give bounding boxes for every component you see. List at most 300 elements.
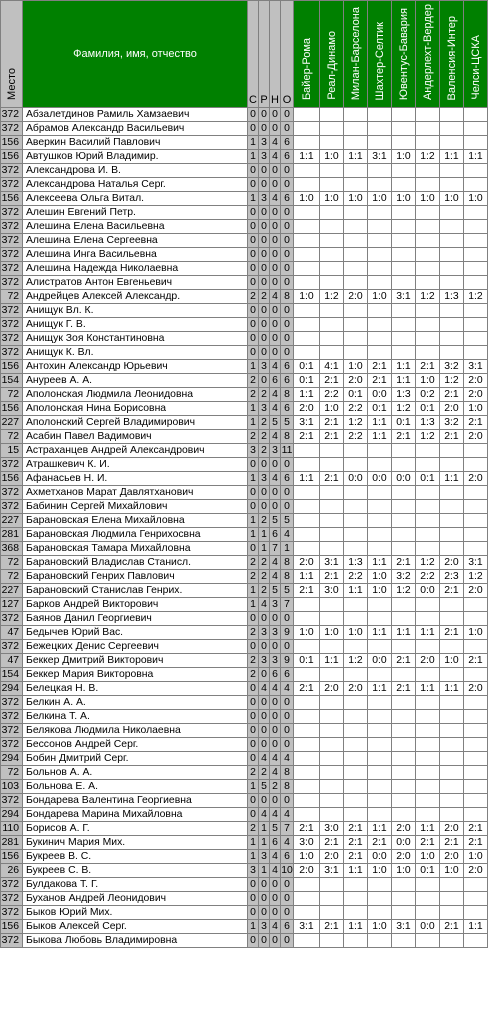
score-cell[interactable]: 1:0 [368, 290, 392, 304]
stat-cell[interactable]: 0 [248, 500, 259, 514]
name-cell[interactable]: Аполонская Нина Борисовна [23, 402, 248, 416]
score-cell[interactable] [464, 892, 488, 906]
place-cell[interactable]: 156 [1, 472, 23, 486]
score-cell[interactable] [440, 766, 464, 780]
score-cell[interactable]: 1:0 [416, 192, 440, 206]
table-row[interactable] [1, 556, 488, 570]
score-cell[interactable] [392, 346, 416, 360]
score-cell[interactable] [464, 934, 488, 948]
table-row[interactable] [1, 486, 488, 500]
table-row[interactable] [1, 332, 488, 346]
place-cell[interactable]: 372 [1, 248, 23, 262]
score-cell[interactable] [392, 514, 416, 528]
table-row[interactable] [1, 934, 488, 948]
stat-cell[interactable]: 6 [281, 920, 294, 934]
stat-cell[interactable]: 0 [259, 206, 270, 220]
stat-cell[interactable]: 1 [248, 416, 259, 430]
score-cell[interactable]: 0:1 [344, 388, 368, 402]
score-cell[interactable] [416, 486, 440, 500]
score-cell[interactable]: 1:1 [416, 626, 440, 640]
table-row[interactable] [1, 122, 488, 136]
score-cell[interactable]: 1:0 [392, 150, 416, 164]
score-cell[interactable]: 2:1 [294, 584, 320, 598]
score-cell[interactable] [416, 444, 440, 458]
stat-cell[interactable]: 5 [281, 416, 294, 430]
score-cell[interactable] [344, 528, 368, 542]
score-cell[interactable]: 2:0 [294, 402, 320, 416]
table-row[interactable] [1, 374, 488, 388]
score-cell[interactable] [392, 542, 416, 556]
table-row[interactable] [1, 444, 488, 458]
score-cell[interactable] [440, 906, 464, 920]
stat-cell[interactable]: 4 [270, 808, 281, 822]
stat-cell[interactable]: 0 [281, 234, 294, 248]
score-cell[interactable] [320, 794, 344, 808]
score-cell[interactable]: 1:0 [320, 402, 344, 416]
stat-cell[interactable]: 9 [281, 626, 294, 640]
score-cell[interactable]: 1:1 [392, 374, 416, 388]
score-cell[interactable] [344, 206, 368, 220]
score-cell[interactable]: 2:0 [294, 556, 320, 570]
stat-cell[interactable]: 6 [281, 136, 294, 150]
name-cell[interactable]: Баянов Данил Георгиевич [23, 612, 248, 626]
stat-cell[interactable]: 4 [270, 752, 281, 766]
score-cell[interactable]: 2:0 [320, 850, 344, 864]
stat-cell[interactable]: 1 [248, 780, 259, 794]
name-cell[interactable]: Белкин А. А. [23, 696, 248, 710]
stat-cell[interactable]: 1 [248, 598, 259, 612]
score-cell[interactable] [344, 696, 368, 710]
stat-cell[interactable]: 0 [248, 220, 259, 234]
stat-cell[interactable]: 9 [281, 654, 294, 668]
stat-cell[interactable]: 8 [281, 780, 294, 794]
name-cell[interactable]: Быкова Любовь Владимировна [23, 934, 248, 948]
score-cell[interactable] [416, 276, 440, 290]
stat-cell[interactable]: 4 [270, 556, 281, 570]
score-cell[interactable] [464, 724, 488, 738]
table-row[interactable] [1, 878, 488, 892]
score-cell[interactable] [440, 724, 464, 738]
score-cell[interactable]: 0:1 [392, 416, 416, 430]
stat-cell[interactable]: 5 [270, 514, 281, 528]
score-cell[interactable]: 2:1 [392, 430, 416, 444]
stat-cell[interactable]: 1 [281, 542, 294, 556]
table-row[interactable] [1, 430, 488, 444]
score-cell[interactable] [294, 808, 320, 822]
score-cell[interactable] [344, 598, 368, 612]
score-cell[interactable] [464, 444, 488, 458]
score-cell[interactable] [416, 780, 440, 794]
stat-cell[interactable]: 0 [248, 486, 259, 500]
score-cell[interactable] [294, 640, 320, 654]
score-cell[interactable] [440, 248, 464, 262]
score-cell[interactable] [294, 332, 320, 346]
score-cell[interactable] [344, 458, 368, 472]
score-cell[interactable] [294, 696, 320, 710]
stat-cell[interactable]: 6 [270, 374, 281, 388]
score-cell[interactable] [294, 612, 320, 626]
stat-cell[interactable]: 2 [259, 444, 270, 458]
score-cell[interactable]: 1:1 [344, 150, 368, 164]
score-cell[interactable]: 2:0 [344, 290, 368, 304]
stat-cell[interactable]: 0 [259, 696, 270, 710]
table-row[interactable] [1, 458, 488, 472]
table-row[interactable] [1, 738, 488, 752]
table-row[interactable] [1, 808, 488, 822]
score-cell[interactable] [416, 346, 440, 360]
stat-cell[interactable]: 0 [248, 724, 259, 738]
score-cell[interactable] [440, 710, 464, 724]
name-cell[interactable]: Бедычев Юрий Вас. [23, 626, 248, 640]
stat-cell[interactable]: 0 [281, 486, 294, 500]
place-cell[interactable]: 372 [1, 262, 23, 276]
score-cell[interactable] [320, 640, 344, 654]
score-cell[interactable] [320, 878, 344, 892]
score-cell[interactable] [294, 738, 320, 752]
score-cell[interactable]: 1:1 [392, 360, 416, 374]
score-cell[interactable]: 1:2 [416, 430, 440, 444]
score-cell[interactable] [440, 528, 464, 542]
stat-cell[interactable]: 0 [259, 304, 270, 318]
place-cell[interactable]: 372 [1, 318, 23, 332]
table-row[interactable] [1, 500, 488, 514]
score-cell[interactable] [368, 710, 392, 724]
score-cell[interactable] [294, 724, 320, 738]
stat-cell[interactable]: 0 [259, 164, 270, 178]
score-cell[interactable] [416, 220, 440, 234]
score-cell[interactable] [416, 640, 440, 654]
score-cell[interactable]: 3:1 [464, 360, 488, 374]
name-cell[interactable]: Больнов А. А. [23, 766, 248, 780]
stat-cell[interactable]: 8 [281, 556, 294, 570]
stat-cell[interactable]: 2 [248, 290, 259, 304]
score-cell[interactable] [392, 206, 416, 220]
stat-cell[interactable]: 0 [270, 108, 281, 122]
score-cell[interactable] [416, 528, 440, 542]
stat-cell[interactable]: 2 [259, 388, 270, 402]
score-cell[interactable] [320, 444, 344, 458]
score-cell[interactable] [368, 486, 392, 500]
match-header-5[interactable]: Ювентус-Бавария [392, 1, 416, 108]
score-cell[interactable]: 2:1 [440, 836, 464, 850]
stat-cell[interactable]: 8 [281, 290, 294, 304]
score-cell[interactable]: 3:1 [294, 920, 320, 934]
score-cell[interactable] [320, 122, 344, 136]
stat-cell[interactable]: 3 [270, 444, 281, 458]
score-cell[interactable] [464, 696, 488, 710]
score-cell[interactable]: 1:1 [344, 584, 368, 598]
place-cell[interactable]: 372 [1, 122, 23, 136]
stat-cell[interactable]: 3 [270, 598, 281, 612]
score-cell[interactable] [464, 206, 488, 220]
place-cell[interactable]: 72 [1, 430, 23, 444]
score-cell[interactable] [392, 612, 416, 626]
stat-cell[interactable]: 2 [248, 388, 259, 402]
stat-header-o[interactable]: О [281, 1, 294, 108]
score-cell[interactable] [294, 934, 320, 948]
stat-cell[interactable]: 6 [281, 668, 294, 682]
score-cell[interactable] [440, 304, 464, 318]
place-cell[interactable]: 103 [1, 780, 23, 794]
score-cell[interactable] [368, 612, 392, 626]
score-cell[interactable] [320, 234, 344, 248]
name-cell[interactable]: Белецкая Н. В. [23, 682, 248, 696]
place-cell[interactable]: 156 [1, 192, 23, 206]
score-cell[interactable] [440, 458, 464, 472]
stat-cell[interactable]: 0 [270, 346, 281, 360]
stat-cell[interactable]: 0 [270, 234, 281, 248]
name-cell[interactable]: Бабинин Сергей Михайлович [23, 500, 248, 514]
stat-cell[interactable]: 0 [259, 220, 270, 234]
score-cell[interactable] [464, 878, 488, 892]
stat-cell[interactable]: 1 [248, 528, 259, 542]
score-cell[interactable] [368, 878, 392, 892]
score-cell[interactable] [392, 178, 416, 192]
place-cell[interactable]: 156 [1, 136, 23, 150]
stat-cell[interactable]: 0 [259, 458, 270, 472]
score-cell[interactable] [392, 752, 416, 766]
score-cell[interactable]: 1:2 [344, 416, 368, 430]
score-cell[interactable] [464, 122, 488, 136]
place-cell[interactable]: 156 [1, 920, 23, 934]
stat-cell[interactable]: 5 [281, 514, 294, 528]
stat-cell[interactable]: 2 [248, 626, 259, 640]
score-cell[interactable] [464, 514, 488, 528]
score-cell[interactable]: 1:1 [368, 626, 392, 640]
score-cell[interactable]: 1:0 [464, 626, 488, 640]
place-cell[interactable]: 72 [1, 290, 23, 304]
score-cell[interactable]: 1:0 [320, 150, 344, 164]
score-cell[interactable] [294, 710, 320, 724]
score-cell[interactable]: 0:0 [392, 836, 416, 850]
score-cell[interactable] [464, 346, 488, 360]
stat-cell[interactable]: 0 [270, 276, 281, 290]
score-cell[interactable] [464, 318, 488, 332]
score-cell[interactable]: 1:1 [344, 920, 368, 934]
score-cell[interactable]: 0:1 [294, 360, 320, 374]
score-cell[interactable] [440, 164, 464, 178]
score-cell[interactable] [464, 738, 488, 752]
score-cell[interactable] [464, 906, 488, 920]
table-row[interactable] [1, 794, 488, 808]
score-cell[interactable] [294, 220, 320, 234]
score-cell[interactable]: 1:0 [344, 360, 368, 374]
score-cell[interactable]: 2:3 [440, 570, 464, 584]
score-cell[interactable] [440, 486, 464, 500]
score-cell[interactable]: 1:1 [294, 388, 320, 402]
stat-cell[interactable]: 6 [281, 192, 294, 206]
stat-cell[interactable]: 8 [281, 388, 294, 402]
score-cell[interactable]: 1:0 [344, 192, 368, 206]
score-cell[interactable]: 2:1 [464, 836, 488, 850]
score-cell[interactable] [320, 206, 344, 220]
name-cell[interactable]: Анищук Вл. К. [23, 304, 248, 318]
score-cell[interactable] [294, 276, 320, 290]
stat-cell[interactable]: 0 [281, 500, 294, 514]
score-cell[interactable] [440, 234, 464, 248]
score-cell[interactable] [368, 542, 392, 556]
place-cell[interactable]: 72 [1, 570, 23, 584]
place-cell[interactable]: 372 [1, 500, 23, 514]
place-cell[interactable]: 368 [1, 542, 23, 556]
stat-cell[interactable]: 0 [259, 234, 270, 248]
score-cell[interactable] [464, 332, 488, 346]
stat-cell[interactable]: 0 [281, 122, 294, 136]
score-cell[interactable] [294, 304, 320, 318]
place-cell[interactable]: 372 [1, 794, 23, 808]
stat-cell[interactable]: 0 [270, 262, 281, 276]
score-cell[interactable] [344, 878, 368, 892]
match-header-3[interactable]: Милан-Барселона [344, 1, 368, 108]
score-cell[interactable] [320, 780, 344, 794]
score-cell[interactable] [320, 136, 344, 150]
score-cell[interactable]: 1:0 [344, 626, 368, 640]
score-cell[interactable] [416, 458, 440, 472]
place-cell[interactable]: 26 [1, 864, 23, 878]
stat-cell[interactable]: 5 [270, 822, 281, 836]
stat-cell[interactable]: 0 [270, 122, 281, 136]
table-row[interactable] [1, 542, 488, 556]
stat-cell[interactable]: 0 [259, 262, 270, 276]
stat-cell[interactable]: 3 [259, 626, 270, 640]
score-cell[interactable] [392, 444, 416, 458]
score-cell[interactable] [416, 514, 440, 528]
stat-cell[interactable]: 1 [248, 360, 259, 374]
score-cell[interactable] [320, 906, 344, 920]
place-cell[interactable]: 372 [1, 346, 23, 360]
table-row[interactable] [1, 136, 488, 150]
score-cell[interactable]: 1:0 [294, 192, 320, 206]
stat-cell[interactable]: 0 [281, 892, 294, 906]
stat-cell[interactable]: 2 [259, 430, 270, 444]
stat-cell[interactable]: 6 [281, 150, 294, 164]
score-cell[interactable]: 2:1 [368, 360, 392, 374]
score-cell[interactable] [344, 346, 368, 360]
score-cell[interactable] [294, 780, 320, 794]
score-cell[interactable] [344, 892, 368, 906]
stat-cell[interactable]: 0 [270, 906, 281, 920]
score-cell[interactable] [392, 122, 416, 136]
score-cell[interactable]: 1:1 [368, 556, 392, 570]
score-cell[interactable] [344, 276, 368, 290]
score-cell[interactable] [320, 724, 344, 738]
score-cell[interactable] [392, 640, 416, 654]
score-cell[interactable] [416, 892, 440, 906]
score-cell[interactable]: 1:0 [368, 192, 392, 206]
stat-cell[interactable]: 1 [248, 584, 259, 598]
score-cell[interactable] [392, 780, 416, 794]
stat-cell[interactable]: 8 [281, 570, 294, 584]
place-cell[interactable]: 127 [1, 598, 23, 612]
stat-cell[interactable]: 0 [248, 332, 259, 346]
place-cell[interactable]: 227 [1, 416, 23, 430]
table-row[interactable] [1, 150, 488, 164]
place-cell[interactable]: 227 [1, 584, 23, 598]
score-cell[interactable]: 0:0 [344, 472, 368, 486]
score-cell[interactable] [344, 122, 368, 136]
stat-cell[interactable]: 1 [248, 850, 259, 864]
score-cell[interactable] [294, 500, 320, 514]
stat-cell[interactable]: 0 [248, 122, 259, 136]
score-cell[interactable] [344, 738, 368, 752]
place-cell[interactable]: 47 [1, 626, 23, 640]
score-cell[interactable] [392, 696, 416, 710]
stat-cell[interactable]: 3 [259, 920, 270, 934]
score-cell[interactable] [464, 766, 488, 780]
score-cell[interactable] [416, 108, 440, 122]
table-row[interactable] [1, 360, 488, 374]
table-row[interactable] [1, 710, 488, 724]
table-row[interactable] [1, 766, 488, 780]
stat-cell[interactable]: 4 [281, 752, 294, 766]
score-cell[interactable]: 3:1 [392, 920, 416, 934]
score-cell[interactable]: 1:0 [416, 850, 440, 864]
score-cell[interactable] [464, 108, 488, 122]
stat-cell[interactable]: 3 [270, 654, 281, 668]
score-cell[interactable]: 0:1 [416, 472, 440, 486]
score-cell[interactable] [416, 122, 440, 136]
stat-cell[interactable]: 0 [281, 934, 294, 948]
score-cell[interactable] [294, 444, 320, 458]
score-cell[interactable] [320, 696, 344, 710]
score-cell[interactable] [344, 710, 368, 724]
score-cell[interactable] [464, 164, 488, 178]
score-cell[interactable] [320, 808, 344, 822]
score-cell[interactable] [320, 318, 344, 332]
score-cell[interactable] [392, 136, 416, 150]
score-cell[interactable] [416, 794, 440, 808]
stat-cell[interactable]: 0 [248, 164, 259, 178]
stat-cell[interactable]: 6 [270, 528, 281, 542]
score-cell[interactable] [392, 318, 416, 332]
score-cell[interactable] [464, 780, 488, 794]
score-cell[interactable]: 2:0 [464, 682, 488, 696]
table-row[interactable] [1, 318, 488, 332]
score-cell[interactable] [392, 766, 416, 780]
score-cell[interactable] [464, 486, 488, 500]
score-cell[interactable] [320, 220, 344, 234]
place-cell[interactable]: 372 [1, 612, 23, 626]
name-cell[interactable]: Быков Юрий Мих. [23, 906, 248, 920]
score-cell[interactable] [320, 892, 344, 906]
stat-cell[interactable]: 0 [259, 612, 270, 626]
name-cell[interactable]: Алексеева Ольга Витал. [23, 192, 248, 206]
name-cell[interactable]: Анищук К. Вл. [23, 346, 248, 360]
score-cell[interactable]: 2:1 [392, 556, 416, 570]
score-cell[interactable]: 2:0 [416, 654, 440, 668]
table-row[interactable] [1, 416, 488, 430]
place-cell[interactable]: 372 [1, 164, 23, 178]
score-cell[interactable] [392, 234, 416, 248]
score-cell[interactable] [440, 780, 464, 794]
stat-cell[interactable]: 0 [248, 738, 259, 752]
score-cell[interactable]: 1:2 [440, 374, 464, 388]
score-cell[interactable]: 2:2 [320, 388, 344, 402]
score-cell[interactable]: 1:0 [368, 584, 392, 598]
stat-cell[interactable]: 1 [259, 836, 270, 850]
score-cell[interactable] [368, 276, 392, 290]
stat-cell[interactable]: 4 [270, 136, 281, 150]
stat-header-s[interactable]: С [248, 1, 259, 108]
name-cell[interactable]: Аполонская Людмила Леонидовна [23, 388, 248, 402]
score-cell[interactable]: 1:1 [440, 682, 464, 696]
stat-cell[interactable]: 4 [270, 388, 281, 402]
place-cell[interactable]: 156 [1, 850, 23, 864]
score-cell[interactable]: 0:0 [368, 472, 392, 486]
name-cell[interactable]: Алешина Елена Васильевна [23, 220, 248, 234]
name-cell[interactable]: Алешина Надежда Николаевна [23, 262, 248, 276]
stat-cell[interactable]: 6 [281, 850, 294, 864]
